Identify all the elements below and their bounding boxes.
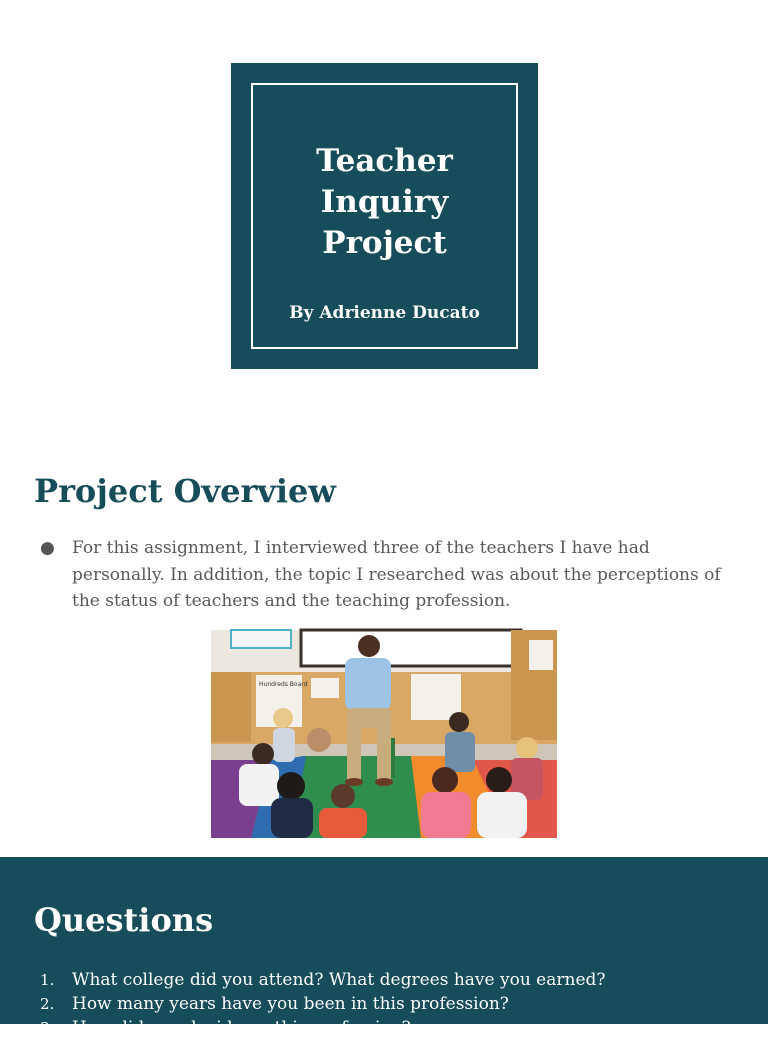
question-number: 1. (40, 971, 55, 989)
questions-list (34, 968, 754, 1040)
title-line: Teacher (316, 143, 453, 179)
bullet-icon: ● (40, 538, 55, 558)
list-item (34, 968, 754, 992)
question-number: 2. (40, 995, 55, 1013)
title-line: Inquiry (320, 184, 449, 220)
overview-heading: Project Overview (34, 472, 336, 510)
document-title (231, 141, 538, 264)
questions-section (0, 857, 768, 1038)
classroom-photo (211, 630, 557, 838)
list-item (34, 992, 754, 1016)
list-item (34, 1016, 754, 1040)
author-byline: By Adrienne Ducato (289, 303, 480, 323)
question-text: What college did you attend? What degrees have you earned? (72, 970, 606, 990)
question-number: 3. (40, 1019, 55, 1037)
title-line: Project (322, 225, 447, 261)
title-card (231, 63, 538, 369)
question-text: How many years have you been in this profession? (72, 994, 509, 1014)
board-label: Hundreds Board (259, 681, 308, 688)
classroom-illustration (211, 630, 557, 838)
questions-heading: Questions (34, 901, 214, 939)
overview-bullet-text: For this assignment, I interviewed three of the teachers I have had personally. In addition, the topic I researched was about the perceptions of the status of teachers and the teaching profession. (72, 538, 721, 611)
question-text: How did you decide on this profession? (72, 1018, 411, 1038)
overview-list (34, 535, 734, 615)
list-item (34, 535, 734, 615)
